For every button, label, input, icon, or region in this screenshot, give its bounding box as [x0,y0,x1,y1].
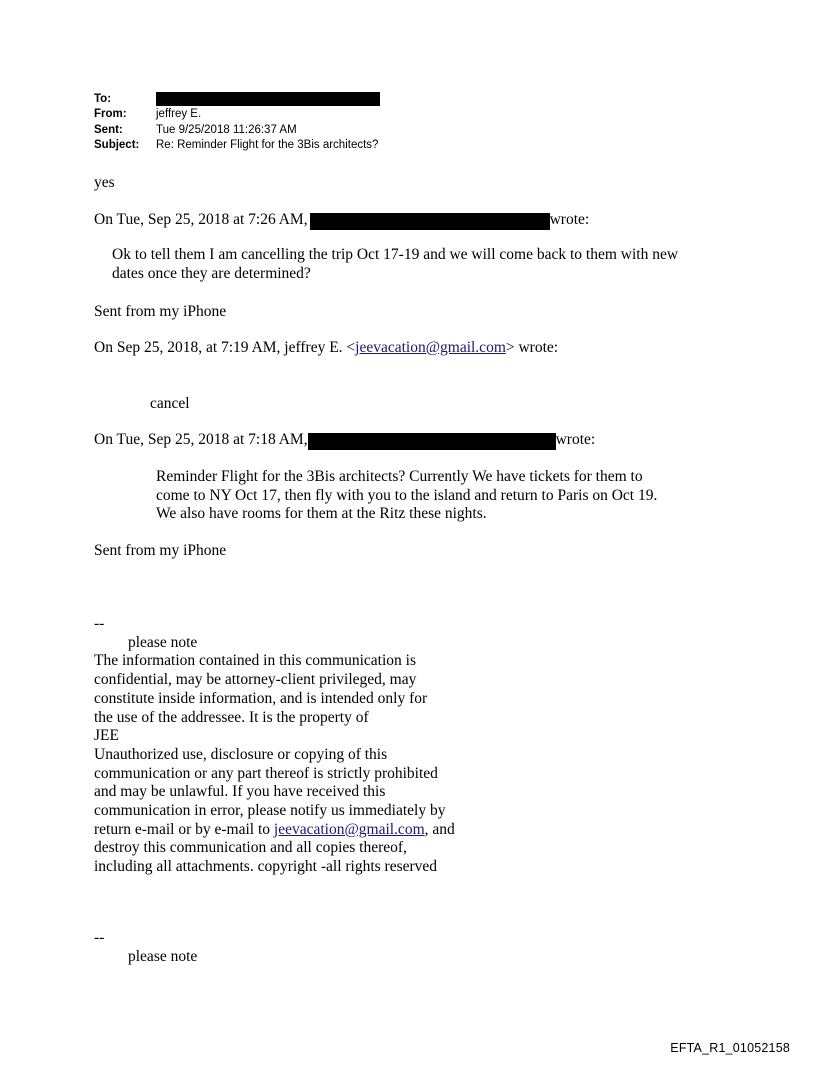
header-value-subject: Re: Reminder Flight for the 3Bis architects? [156,138,379,151]
confidentiality-disclaimer-2 [94,929,564,966]
quote-1-attribution-pre: On Tue, Sep 25, 2018 at 7:26 AM, [94,211,308,228]
disclaimer-line-9: communication in error, please notify us immediately by [94,802,446,820]
header-row-to [94,92,714,107]
quote-3-attribution-post: wrote: [555,431,596,448]
reply-body-text: yes [94,174,115,191]
disclaimer-line-10 [94,821,564,840]
disclaimer-line-5: JEE [94,727,119,745]
quote-3-text: Reminder Flight for the 3Bis architects? Currently We have tickets for them to come to NY Oct 17, then fly with you to the island and return to Paris on Oct 19. We also have rooms for them at the Ritz these nights. [156,468,658,523]
redaction-bar-quote-1 [310,213,550,230]
header-value-to [156,92,714,107]
disclaimer-line-3: constitute inside information, and is intended only for [94,689,428,707]
header-row-from [94,107,714,122]
header-label-from: From: [94,108,127,121]
disclaimer-2-dashes: -- [94,929,105,946]
disclaimer-line-10-post: , and [424,820,455,838]
quote-2-attribution-pre: On Sep 25, 2018, at 7:19 AM, jeffrey E. < [94,339,356,356]
disclaimer-line-6: Unauthorized use, disclosure or copying of this [94,745,388,763]
header-value-sent: Tue 9/25/2018 11:26:37 AM [156,123,297,136]
disclaimer-2-please-note: please note [128,947,198,965]
redaction-bar-to [156,92,380,106]
quote-2-attribution [94,339,754,358]
header-label-sent: Sent: [94,123,123,136]
disclaimer-line-4: the use of the addressee. It is the property of [94,708,369,726]
quote-3-attribution [94,431,734,450]
redaction-bar-quote-3 [308,433,556,450]
quote-1-text: Ok to tell them I am cancelling the trip Oct 17-19 and we will come back to them with new dates once they are determined? [112,246,679,282]
header-label-subject: Subject: [94,138,140,151]
disclaimer-dashes: -- [94,615,105,632]
header-row-subject [94,138,714,153]
header-row-sent [94,123,714,138]
header-value-from: jeffrey E. [156,108,202,121]
disclaimer-please-note: please note [128,633,198,651]
quote-1-attribution-post: wrote: [549,211,590,228]
confidentiality-disclaimer [94,615,564,877]
sent-from-iphone-2: Sent from my iPhone [94,542,227,559]
disclaimer-line-8: and may be unlawful. If you have received this [94,783,386,801]
quote-3-attribution-pre: On Tue, Sep 25, 2018 at 7:18 AM, [94,431,308,448]
email-link-quote-2[interactable]: jeevacation@gmail.com [355,339,506,356]
disclaimer-line-12: including all attachments. copyright -all rights reserved [94,858,438,876]
disclaimer-line-7: communication or any part thereof is strictly prohibited [94,764,438,782]
header-label-to: To: [94,93,112,105]
disclaimer-line-2: confidential, may be attorney-client privileged, may [94,671,417,689]
sent-from-iphone-1: Sent from my iPhone [94,303,227,320]
email-header [94,92,714,153]
quote-2-attribution-post: > wrote: [505,339,559,356]
disclaimer-line-1: The information contained in this communication is [94,652,416,670]
disclaimer-line-11: destroy this communication and all copies thereof, [94,839,407,857]
quote-1-attribution [94,211,734,230]
disclaimer-line-10-pre: return e-mail or by e-mail to [94,820,274,838]
quote-2-text: cancel [150,395,190,412]
bates-number: EFTA_R1_01052158 [670,1041,790,1055]
email-link-disclaimer[interactable]: jeevacation@gmail.com [273,820,425,838]
